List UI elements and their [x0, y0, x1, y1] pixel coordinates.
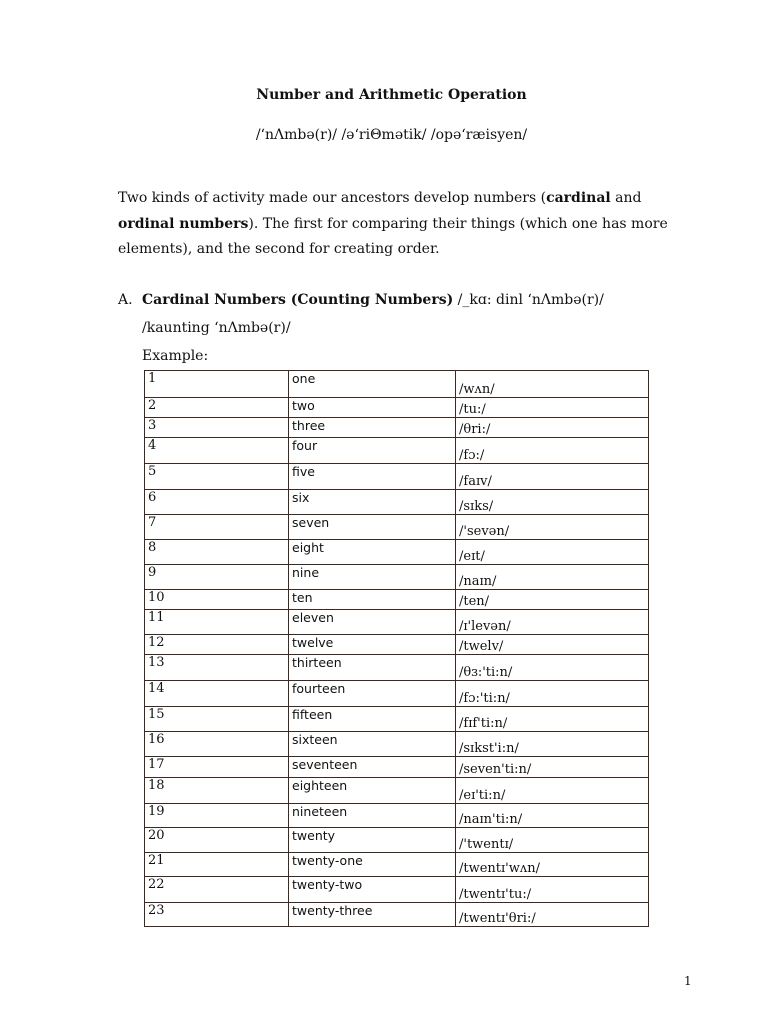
ipa-cell: /tu:/	[456, 398, 649, 418]
intro-text-2: and	[610, 190, 642, 206]
number-cell: 12	[145, 635, 289, 655]
number-cell: 5	[145, 464, 289, 490]
table-row	[145, 778, 649, 804]
table-row	[145, 438, 649, 464]
example-label: Example:	[142, 348, 209, 364]
table-row	[145, 903, 649, 927]
ipa-cell: /fɪf'ti:n/	[456, 707, 649, 732]
word-cell: nine	[289, 565, 456, 590]
number-cell: 4	[145, 438, 289, 464]
word-cell: twenty-three	[289, 903, 456, 927]
number-cell: 23	[145, 903, 289, 927]
word-cell: twenty	[289, 828, 456, 853]
table-row	[145, 565, 649, 590]
word-cell: thirteen	[289, 655, 456, 681]
number-cell: 7	[145, 515, 289, 540]
table-row	[145, 707, 649, 732]
ipa-cell: /'sevən/	[456, 515, 649, 540]
word-cell: sixteen	[289, 732, 456, 757]
ipa-cell: /ɪ'levən/	[456, 610, 649, 635]
number-cell: 21	[145, 853, 289, 877]
number-cell: 1	[145, 371, 289, 398]
table-row	[145, 540, 649, 565]
ipa-cell: /twentɪ'θri:/	[456, 903, 649, 927]
table-row	[145, 371, 649, 398]
ipa-cell: /'twentɪ/	[456, 828, 649, 853]
number-cell: 16	[145, 732, 289, 757]
table-row	[145, 610, 649, 635]
intro-text-1: Two kinds of activity made our ancestors develop numbers (	[118, 190, 547, 206]
number-cell: 9	[145, 565, 289, 590]
table-row	[145, 590, 649, 610]
number-cell: 17	[145, 757, 289, 778]
word-cell: eleven	[289, 610, 456, 635]
number-cell: 10	[145, 590, 289, 610]
word-cell: five	[289, 464, 456, 490]
table-row	[145, 828, 649, 853]
number-cell: 18	[145, 778, 289, 804]
table-row	[145, 398, 649, 418]
intro-bold-cardinal: cardinal	[546, 190, 611, 206]
number-cell: 15	[145, 707, 289, 732]
word-cell: one	[289, 371, 456, 398]
word-cell: ten	[289, 590, 456, 610]
ipa-cell: /sɪks/	[456, 490, 649, 515]
table-row	[145, 635, 649, 655]
word-cell: six	[289, 490, 456, 515]
ipa-cell: /sɪkst'i:n/	[456, 732, 649, 757]
ipa-cell: /faɪv/	[456, 464, 649, 490]
table-row	[145, 804, 649, 828]
number-cell: 6	[145, 490, 289, 515]
number-cell: 19	[145, 804, 289, 828]
table-body	[145, 371, 649, 927]
table-row	[145, 732, 649, 757]
section-title: Cardinal Numbers (Counting Numbers)	[142, 292, 454, 308]
table-row	[145, 418, 649, 438]
word-cell: nineteen	[289, 804, 456, 828]
word-cell: twenty-two	[289, 877, 456, 903]
cardinal-numbers-table	[144, 370, 649, 927]
intro-paragraph	[118, 186, 698, 263]
intro-bold-ordinal: ordinal numbers	[118, 215, 249, 232]
intro-text-3: ). The first for comparing their things (which one has more elements), and the second for creating order.	[118, 215, 668, 257]
word-cell: fourteen	[289, 681, 456, 707]
page-number: 1	[684, 974, 692, 988]
table-row	[145, 655, 649, 681]
word-cell: seventeen	[289, 757, 456, 778]
title-phonetic: /‘nΛmbə(r)/ /ə‘riΘmətik/ /opə‘ræisyen/	[255, 127, 528, 143]
table-row	[145, 757, 649, 778]
ipa-cell: /twentɪ'wʌn/	[456, 853, 649, 877]
ipa-cell: /fɔ:'ti:n/	[456, 681, 649, 707]
ipa-cell: /eɪ'ti:n/	[456, 778, 649, 804]
section-phonetic-2: /kaunting ‘nΛmbə(r)/	[142, 320, 291, 336]
table-row	[145, 681, 649, 707]
ipa-cell: /fɔ:/	[456, 438, 649, 464]
word-cell: eighteen	[289, 778, 456, 804]
section-a-heading-line	[118, 286, 708, 314]
document-title: Number and Arithmetic Operation	[256, 87, 527, 103]
number-cell: 2	[145, 398, 289, 418]
table-row	[145, 515, 649, 540]
word-cell: seven	[289, 515, 456, 540]
word-cell: four	[289, 438, 456, 464]
ipa-cell: /ten/	[456, 590, 649, 610]
ipa-cell: /twelv/	[456, 635, 649, 655]
number-cell: 14	[145, 681, 289, 707]
table-row	[145, 490, 649, 515]
ipa-cell: /θri:/	[456, 418, 649, 438]
word-cell: twenty-one	[289, 853, 456, 877]
ipa-cell: /naɪn'ti:n/	[456, 804, 649, 828]
number-cell: 13	[145, 655, 289, 681]
ipa-cell: /eɪt/	[456, 540, 649, 565]
ipa-cell: /θɜ:'ti:n/	[456, 655, 649, 681]
number-cell: 8	[145, 540, 289, 565]
number-cell: 20	[145, 828, 289, 853]
section-a	[118, 286, 708, 370]
word-cell: two	[289, 398, 456, 418]
word-cell: twelve	[289, 635, 456, 655]
table-row	[145, 464, 649, 490]
number-cell: 22	[145, 877, 289, 903]
section-phonetic-1: /_kɑ: dinl ‘nΛmbə(r)/	[453, 292, 604, 308]
number-cell: 3	[145, 418, 289, 438]
table-row	[145, 877, 649, 903]
number-cell: 11	[145, 610, 289, 635]
ipa-cell: /wʌn/	[456, 371, 649, 398]
section-letter: A.	[118, 292, 133, 308]
ipa-cell: /twentɪ'tu:/	[456, 877, 649, 903]
ipa-cell: /naɪn/	[456, 565, 649, 590]
word-cell: three	[289, 418, 456, 438]
word-cell: fifteen	[289, 707, 456, 732]
word-cell: eight	[289, 540, 456, 565]
table-row	[145, 853, 649, 877]
ipa-cell: /seven'ti:n/	[456, 757, 649, 778]
